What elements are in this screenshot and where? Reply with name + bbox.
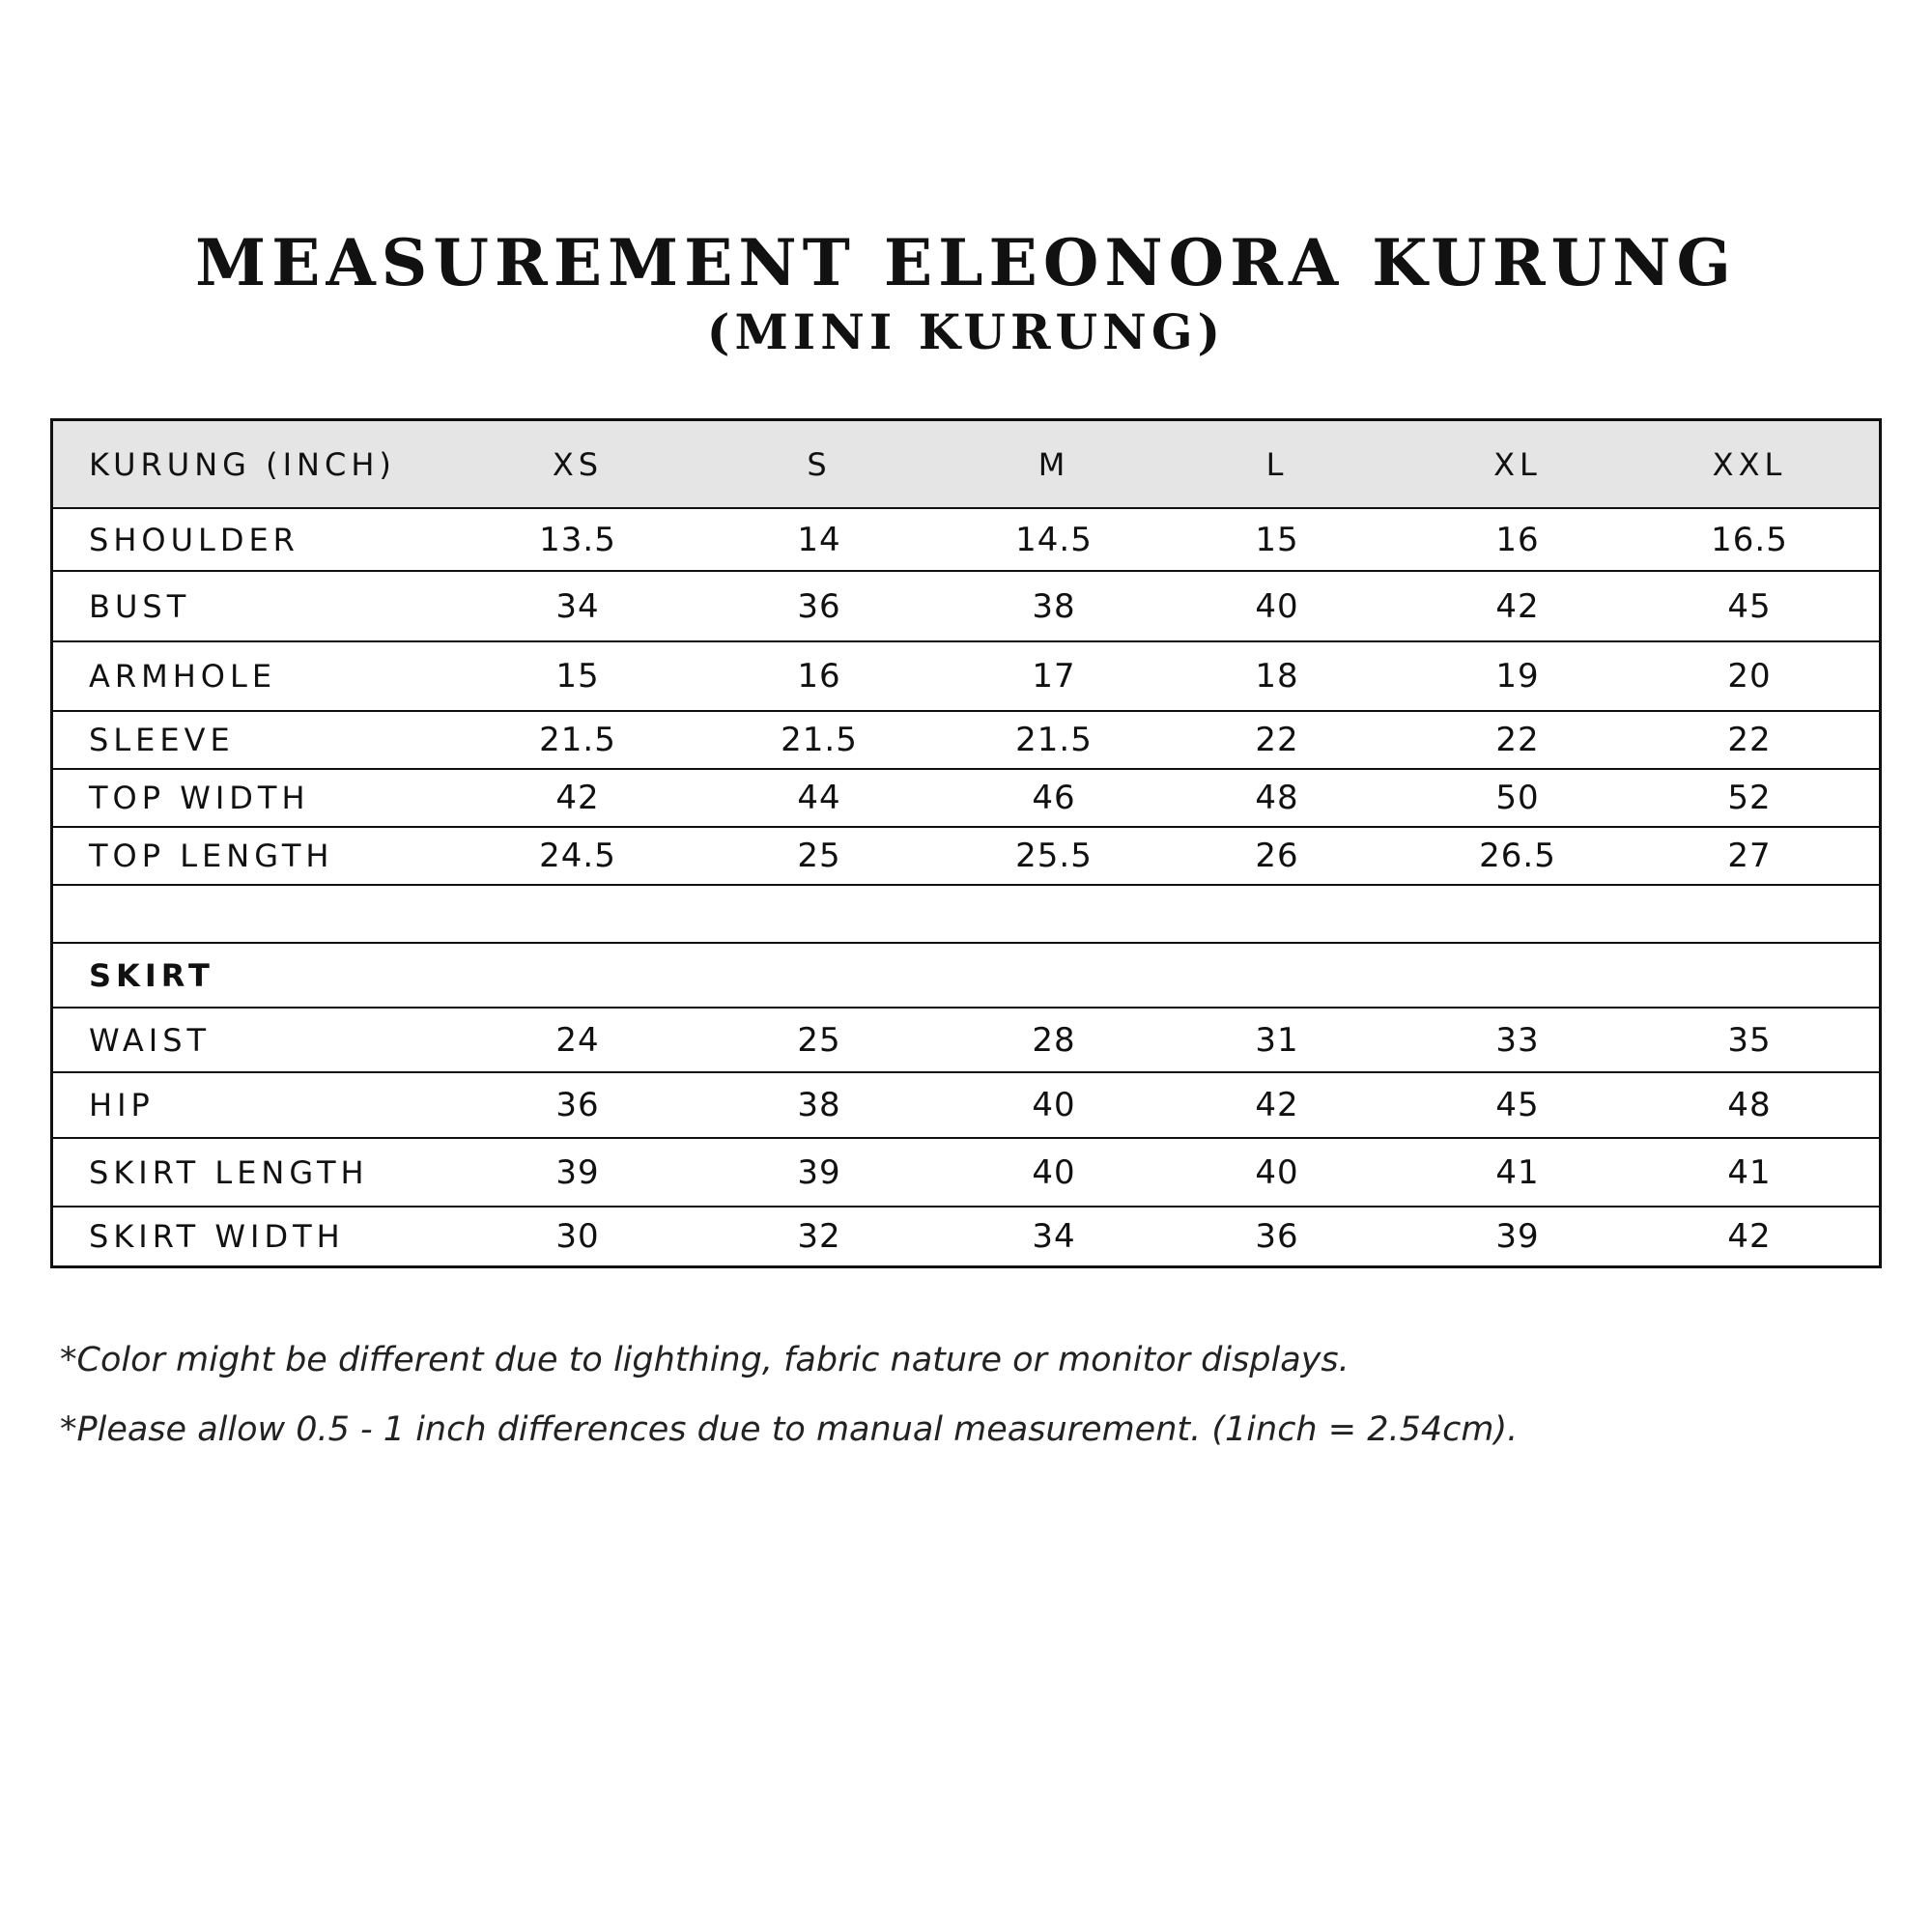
table-row-top-length [53, 826, 1879, 884]
table-cell: 36 [555, 1086, 600, 1124]
measurement-disclaimer-note: *Please allow 0.5 - 1 inch differences due to manual measurement. (1inch = 2.54cm). [60, 1410, 1519, 1449]
table-row-shoulder [53, 507, 1879, 570]
table-cell: 42 [555, 779, 600, 817]
table-cell: 36 [1255, 1217, 1299, 1256]
table-cell: 16 [797, 657, 841, 696]
table-cell: 48 [1727, 1086, 1772, 1124]
table-cell: 18 [1255, 657, 1299, 696]
table-cell: 16 [1495, 520, 1540, 559]
row-label: ARMHOLE [89, 658, 277, 695]
table-cell: 34 [555, 586, 600, 626]
table-cell: 39 [555, 1152, 600, 1192]
table-cell: 34 [1032, 1217, 1076, 1256]
section-heading-skirt: SKIRT [89, 956, 214, 994]
table-cell: 15 [1255, 520, 1299, 559]
page-subtitle: (MINI KURUNG) [706, 303, 1226, 360]
table-cell: 44 [797, 779, 841, 817]
header-size-l: L [1265, 445, 1289, 483]
table-cell: 30 [555, 1217, 600, 1256]
table-cell: 46 [1032, 779, 1076, 817]
table-cell: 21.5 [539, 721, 616, 759]
table-cell: 16.5 [1711, 520, 1788, 559]
row-label: WAIST [89, 1021, 212, 1059]
table-cell: 22 [1255, 721, 1299, 759]
table-row-skirt-length [53, 1137, 1879, 1206]
table-cell: 42 [1495, 586, 1540, 626]
table-cell: 28 [1032, 1020, 1076, 1060]
table-cell: 25.5 [1015, 837, 1093, 875]
table-row-waist [53, 1007, 1879, 1071]
measurement-table [50, 418, 1882, 1268]
table-cell: 41 [1495, 1152, 1540, 1192]
table-cell: 41 [1727, 1152, 1772, 1192]
table-row-armhole [53, 640, 1879, 710]
row-label: SHOULDER [89, 521, 299, 558]
table-cell: 40 [1032, 1086, 1076, 1124]
table-cell: 42 [1255, 1086, 1299, 1124]
table-cell: 21.5 [1015, 721, 1093, 759]
table-cell: 42 [1727, 1217, 1772, 1256]
table-cell: 32 [797, 1217, 841, 1256]
table-cell: 25 [797, 1020, 841, 1060]
table-cell: 21.5 [781, 721, 858, 759]
row-label: TOP WIDTH [89, 780, 310, 816]
table-cell: 38 [1032, 586, 1076, 626]
table-cell: 45 [1727, 586, 1772, 626]
header-label: KURUNG (INCH) [89, 445, 396, 483]
table-cell: 40 [1255, 1152, 1299, 1192]
color-disclaimer-note: *Color might be different due to lighthing, fabric nature or monitor displays. [60, 1341, 1350, 1379]
header-size-xxl: XXL [1712, 445, 1787, 483]
table-cell: 39 [797, 1152, 841, 1192]
table-cell: 22 [1495, 721, 1540, 759]
table-cell: 14 [797, 520, 841, 559]
table-cell: 38 [797, 1086, 841, 1124]
table-cell: 26 [1255, 837, 1299, 875]
header-size-xl: XL [1493, 445, 1542, 483]
row-label: SKIRT LENGTH [89, 1153, 369, 1191]
table-cell: 35 [1727, 1020, 1772, 1060]
table-row-skirt-width [53, 1206, 1879, 1265]
table-cell: 52 [1727, 779, 1772, 817]
row-label: TOP LENGTH [89, 838, 334, 874]
table-cell: 31 [1255, 1020, 1299, 1060]
table-cell: 40 [1032, 1152, 1076, 1192]
table-cell: 45 [1495, 1086, 1540, 1124]
table-cell: 39 [1495, 1217, 1540, 1256]
row-label: SKIRT WIDTH [89, 1218, 345, 1255]
table-cell: 13.5 [539, 520, 616, 559]
table-cell: 24 [555, 1020, 600, 1060]
table-cell: 26.5 [1479, 837, 1556, 875]
table-cell: 20 [1727, 657, 1772, 696]
table-cell: 14.5 [1015, 520, 1093, 559]
table-cell: 19 [1495, 657, 1540, 696]
table-row-sleeve [53, 710, 1879, 768]
row-label: HIP [89, 1087, 155, 1123]
table-cell: 25 [797, 837, 841, 875]
table-cell: 17 [1032, 657, 1076, 696]
table-header-row [53, 421, 1879, 507]
table-cell: 36 [797, 586, 841, 626]
table-cell: 33 [1495, 1020, 1540, 1060]
header-size-s: S [807, 445, 832, 483]
table-cell: 22 [1727, 721, 1772, 759]
table-cell: 50 [1495, 779, 1540, 817]
header-size-m: M [1037, 445, 1070, 483]
header-size-xs: XS [552, 445, 604, 483]
table-row-top-width [53, 768, 1879, 826]
table-cell: 15 [555, 657, 600, 696]
table-cell: 24.5 [539, 837, 616, 875]
row-label: SLEEVE [89, 722, 235, 758]
table-row-empty [53, 884, 1879, 942]
table-row-skirt-section [53, 942, 1879, 1007]
table-cell: 40 [1255, 586, 1299, 626]
table-cell: 48 [1255, 779, 1299, 817]
page-title: MEASUREMENT ELEONORA KURUNG [195, 225, 1737, 300]
table-row-bust [53, 570, 1879, 640]
table-row-hip [53, 1071, 1879, 1137]
table-cell: 27 [1727, 837, 1772, 875]
row-label: BUST [89, 587, 191, 625]
